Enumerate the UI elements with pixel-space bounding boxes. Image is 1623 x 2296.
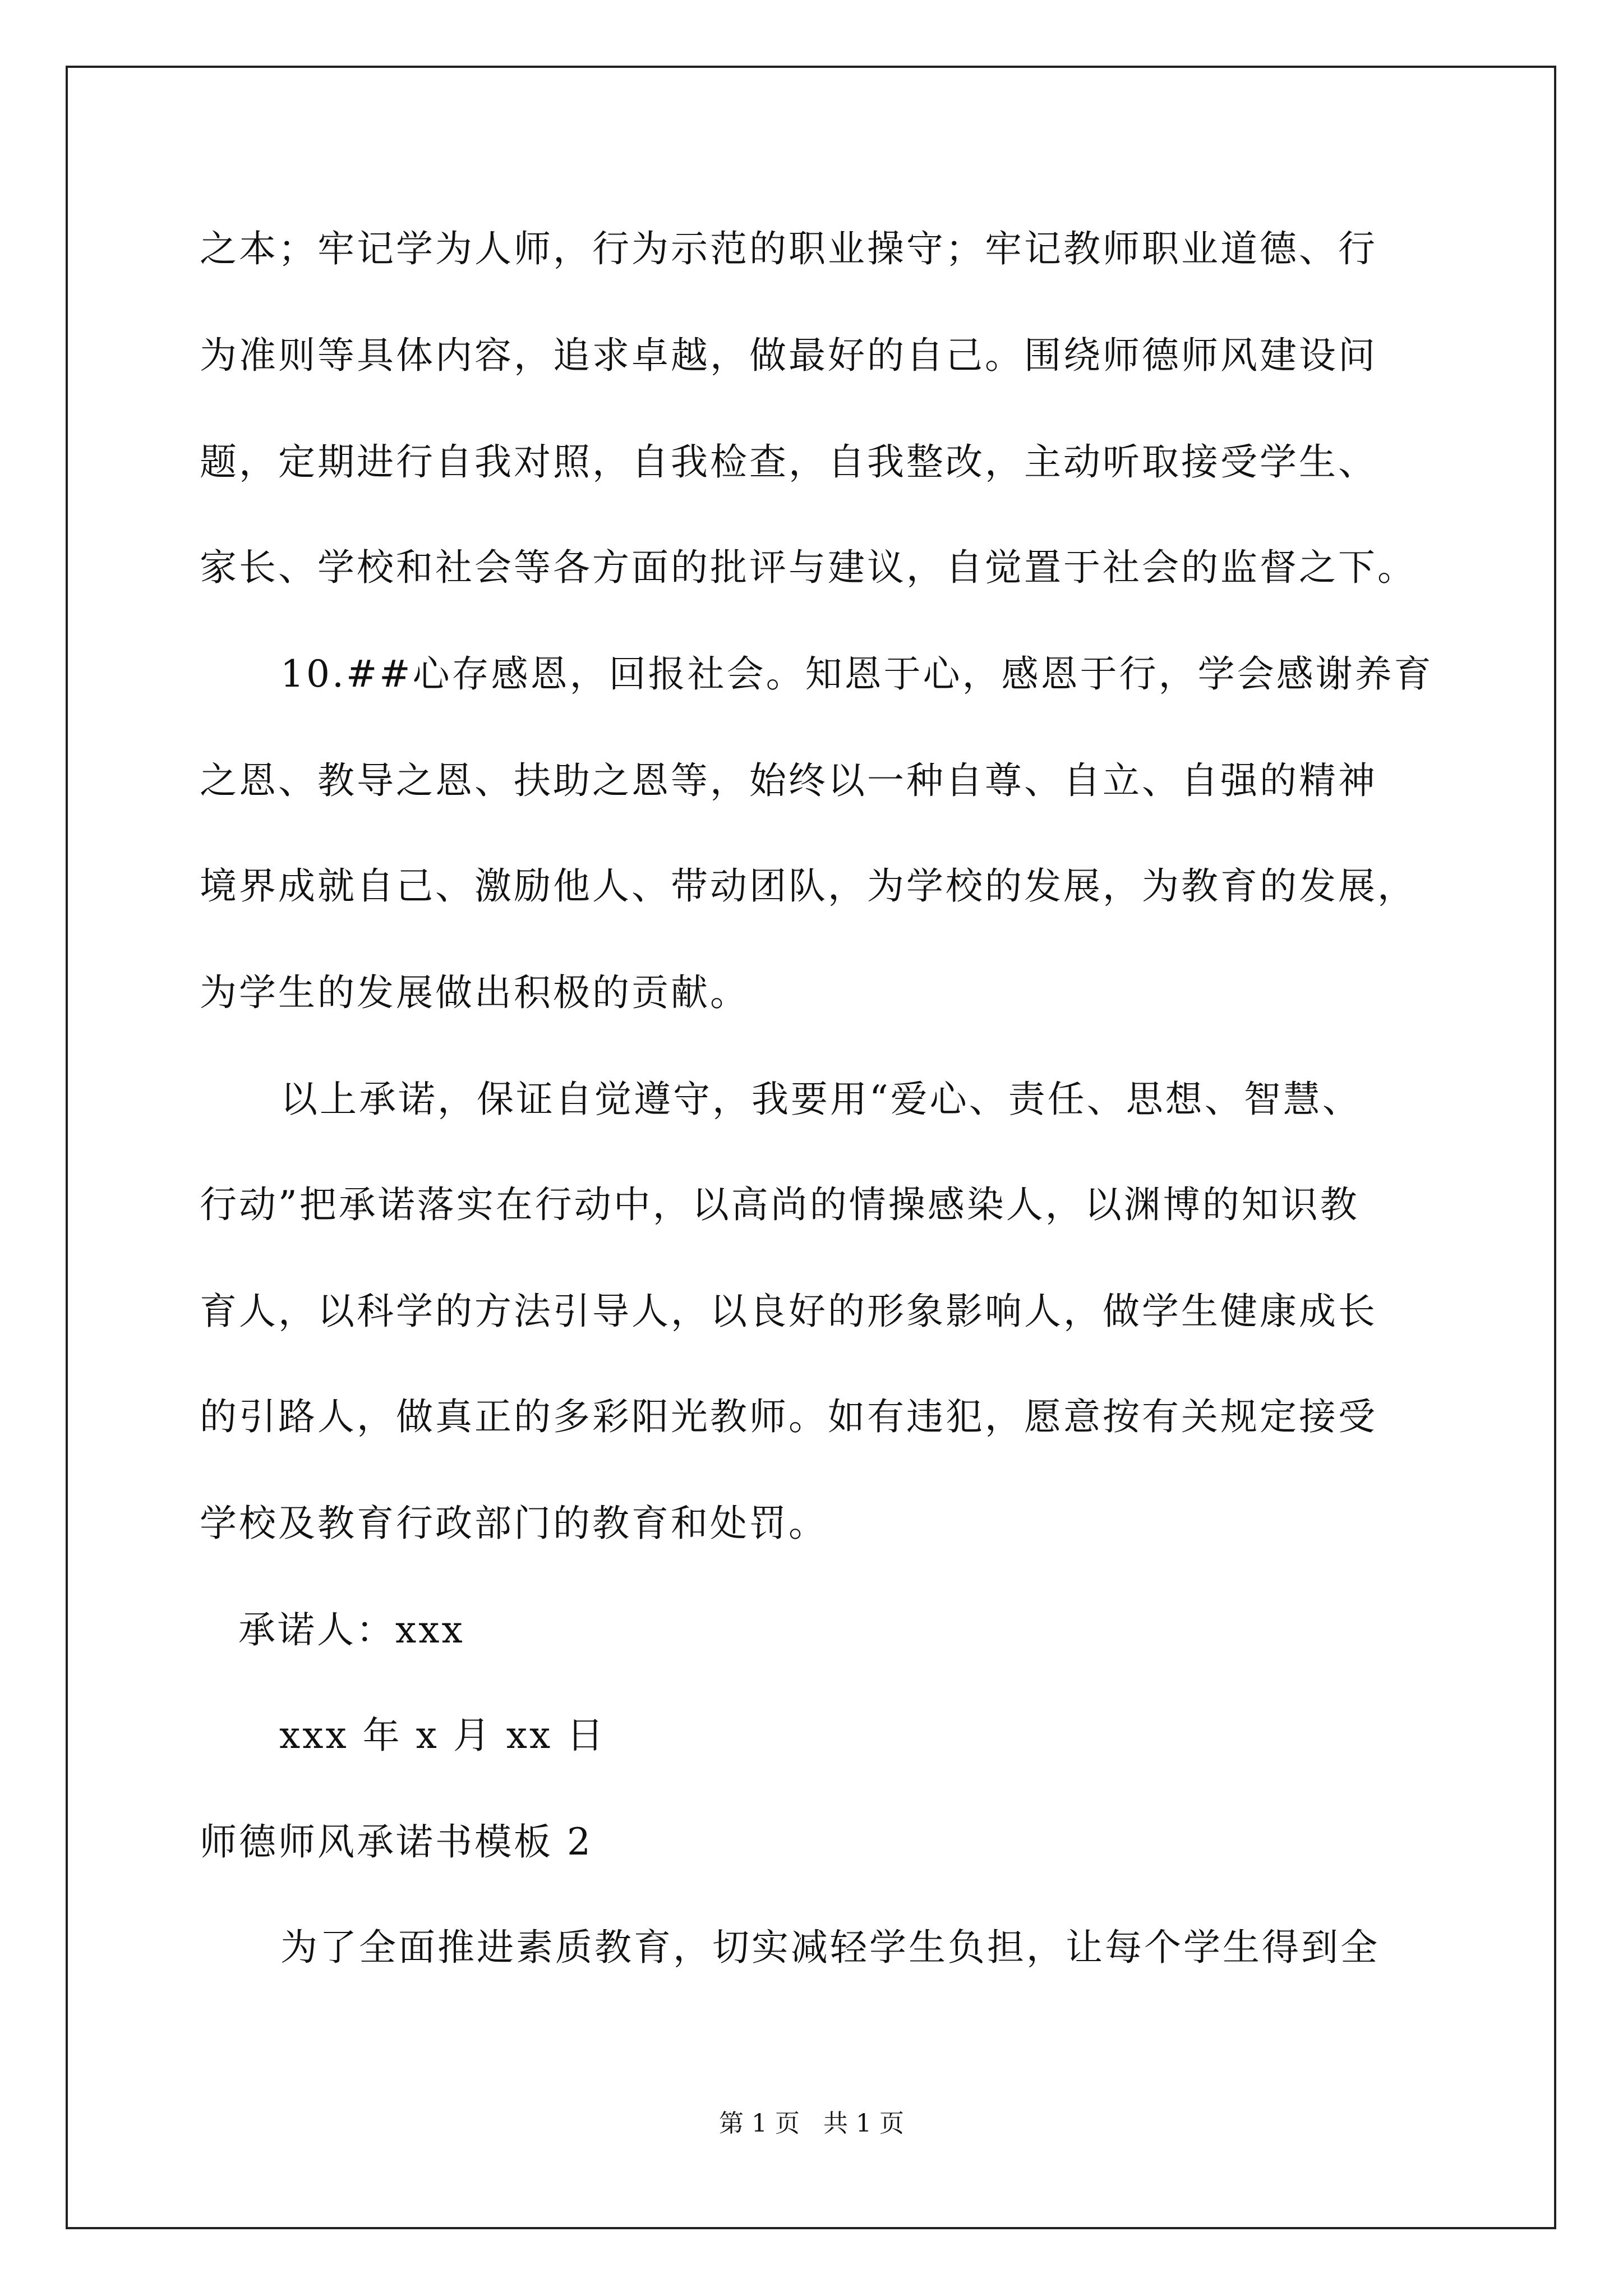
paragraph-line: 之本；牢记学为人师，行为示范的职业操守；牢记教师职业道德、行	[200, 227, 1377, 270]
paragraph-line: 家长、学校和社会等各方面的批评与建议，自觉置于社会的监督之下。	[200, 546, 1417, 589]
paragraph-line: 育人，以科学的方法引导人，以良好的形象影响人，做学生健康成长	[200, 1290, 1377, 1333]
paragraph-line: 行动”把承诺落实在行动中，以高尚的情操感染人，以渊博的知识教	[200, 1183, 1359, 1226]
paragraph-line: 为准则等具体内容，追求卓越，做最好的自己。围绕师德师风建设问	[200, 334, 1377, 377]
paragraph-line: 以上承诺，保证自觉遵守，我要用“爱心、责任、思想、智慧、	[280, 1078, 1362, 1121]
paragraph-line: 10.##心存感恩，回报社会。知恩于心，感恩于行，学会感谢养育	[280, 652, 1433, 696]
paragraph-line: 题，定期进行自我对照，自我检查，自我整改，主动听取接受学生、	[200, 440, 1377, 484]
section-title: 师德师风承诺书模板 2	[200, 1820, 593, 1864]
paragraph-line: 的引路人，做真正的多彩阳光教师。如有违犯，愿意按有关规定接受	[200, 1395, 1377, 1438]
date-line: xxx 年 x 月 xx 日	[279, 1714, 606, 1757]
page-footer: 第 1 页 共 1 页	[719, 2109, 904, 2138]
page-frame	[66, 66, 1556, 2229]
paragraph-line: 学校及教育行政部门的教育和处罚。	[200, 1502, 828, 1545]
paragraph-line: 之恩、教导之恩、扶助之恩等，始终以一种自尊、自立、自强的精神	[200, 759, 1377, 802]
paragraph-line: 为学生的发展做出积极的贡献。	[200, 971, 749, 1014]
paragraph-line: 境界成就自己、激励他人、带动团队，为学校的发展，为教育的发展，	[200, 864, 1417, 908]
paragraph-line: 为了全面推进素质教育，切实减轻学生负担，让每个学生得到全	[280, 1926, 1380, 1969]
signer-line: 承诺人：xxx	[238, 1608, 465, 1651]
